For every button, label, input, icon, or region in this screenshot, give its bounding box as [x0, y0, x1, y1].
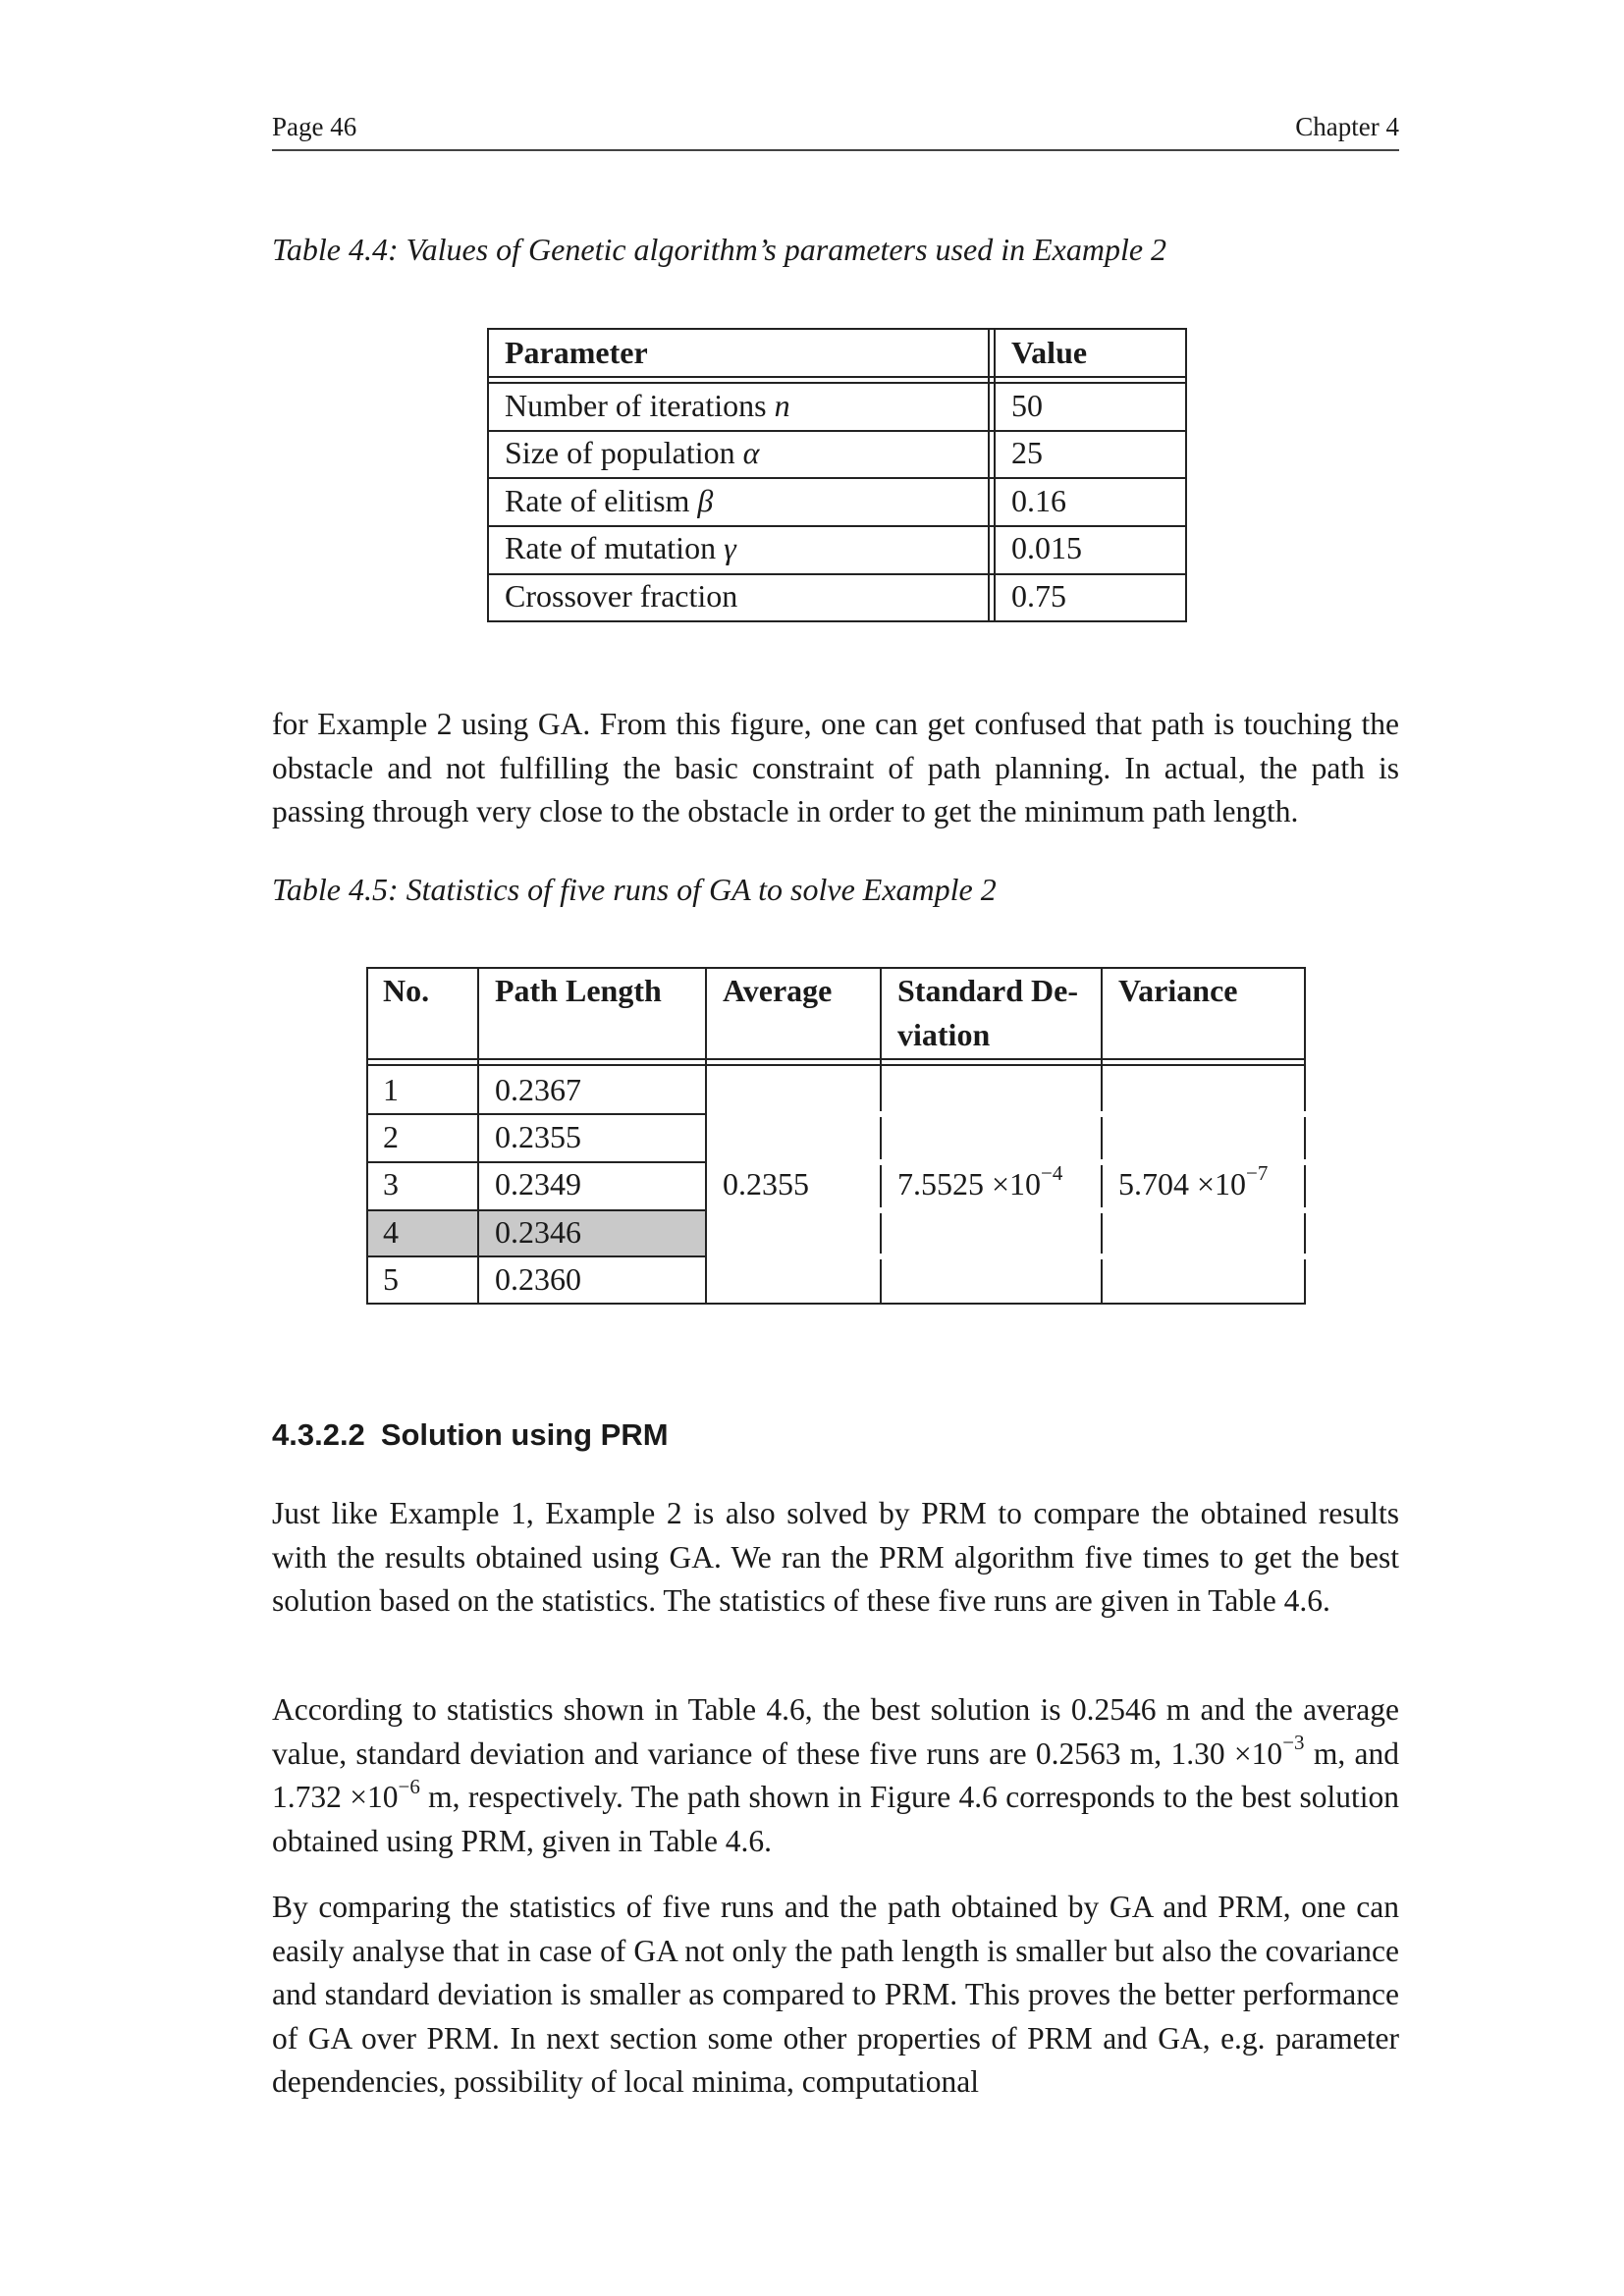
table-4-5-std-value: $7.5525 \times 10^{-4}$ [897, 1161, 1063, 1201]
table-4-4-value-cell: 0.16 [1011, 483, 1066, 518]
table-4-5-header-variance: Variance [1118, 973, 1238, 1008]
section-heading: 4.3.2.2 Solution using PRM [272, 1417, 669, 1452]
table-4-5-no-cell: 5 [383, 1261, 399, 1297]
table-4-5-average-value: 0.2355 [723, 1166, 809, 1201]
table-4-4-header-parameter: Parameter [505, 335, 648, 370]
table-4-4-caption: Table 4.4: Values of Genetic algorithm’s parameters used in Example 2 [272, 232, 1167, 267]
page-number: Page 46 [272, 112, 357, 141]
table-4-5-caption: Table 4.5: Statistics of five runs of GA to solve Example 2 [272, 872, 997, 907]
table-4-5-header-std-line2: viation [897, 1017, 991, 1052]
table-4-4-param-cell: Rate of elitism β [505, 483, 714, 518]
page-header [272, 108, 1399, 151]
table-4-5-variance-value: $5.704 \times 10^{-7}$ [1118, 1161, 1269, 1201]
table-4-5-header-path-length: Path Length [495, 973, 662, 1008]
table-4-5-header-average: Average [723, 973, 833, 1008]
table-4-5-no-cell: 3 [383, 1166, 399, 1201]
table-4-4-param-cell: Rate of mutation γ [505, 530, 736, 565]
table-4-5-no-cell: 4 [383, 1214, 399, 1250]
table-4-5-path-cell: 0.2367 [495, 1072, 581, 1107]
table-4-4-param-cell: Size of population α [505, 435, 760, 470]
body-paragraph-1: for Example 2 using GA. From this figure, one can get confused that path is touching the obstacle and not fulfilling the basic constraint of path planning. In actual, the path is passing through very close to the obstacle in order to get the minimum path length. [272, 707, 1399, 828]
body-paragraph-4: By comparing the statistics of five runs and the path obtained by GA and PRM, one can easily analyse that in case of GA not only the path length is smaller but also the covariance and standard deviation is smaller as compared to PRM. This proves the better performance of GA over PRM. In next section some other properties of PRM and GA, e.g. parameter dependencies, possibility of local minima, computational [272, 1890, 1399, 2099]
table-4-5-header-no: No. [383, 973, 430, 1008]
table-4-4-value-cell: 0.015 [1011, 530, 1082, 565]
table-4-5-no-cell: 1 [383, 1072, 399, 1107]
chapter-label: Chapter 4 [1295, 112, 1399, 141]
body-paragraph-3: According to statistics shown in Table 4.6, the best solution is 0.2546 m and the average value, standard deviation and variance of these five runs are 0.2563 m, $1.30 \times 10^{-3}$ m, and $1.732 \times 10^{-6}$ m, respectively. The path shown in Figure 4.6 corresponds to the best solution obtained using PRM, given in Table 4.6. [272, 1692, 1400, 1858]
table-4-4-value-cell: 25 [1011, 435, 1043, 470]
table-4-5-path-cell: 0.2355 [495, 1119, 581, 1154]
table-4-4-header-value: Value [1011, 335, 1088, 370]
table-4-5-path-cell: 0.2346 [495, 1214, 581, 1250]
table-4-4-param-cell: Crossover fraction [505, 578, 738, 614]
body-paragraph-2: Just like Example 1, Example 2 is also solved by PRM to compare the obtained results with the results obtained using GA. We ran the PRM algorithm five times to get the best solution based on the statistics. The statistics of these five runs are given in Table 4.6. [272, 1496, 1399, 1618]
table-4-4-param-cell: Number of iterations n [505, 388, 790, 423]
table-4-5-no-cell: 2 [383, 1119, 399, 1154]
table-4-4-value-cell: 0.75 [1011, 578, 1066, 614]
table-4-5-header-std-line1: Standard De- [897, 973, 1079, 1008]
table-4-5-path-cell: 0.2349 [495, 1166, 581, 1201]
table-4-4-value-cell: 50 [1011, 388, 1043, 423]
table-4-5-path-cell: 0.2360 [495, 1261, 581, 1297]
